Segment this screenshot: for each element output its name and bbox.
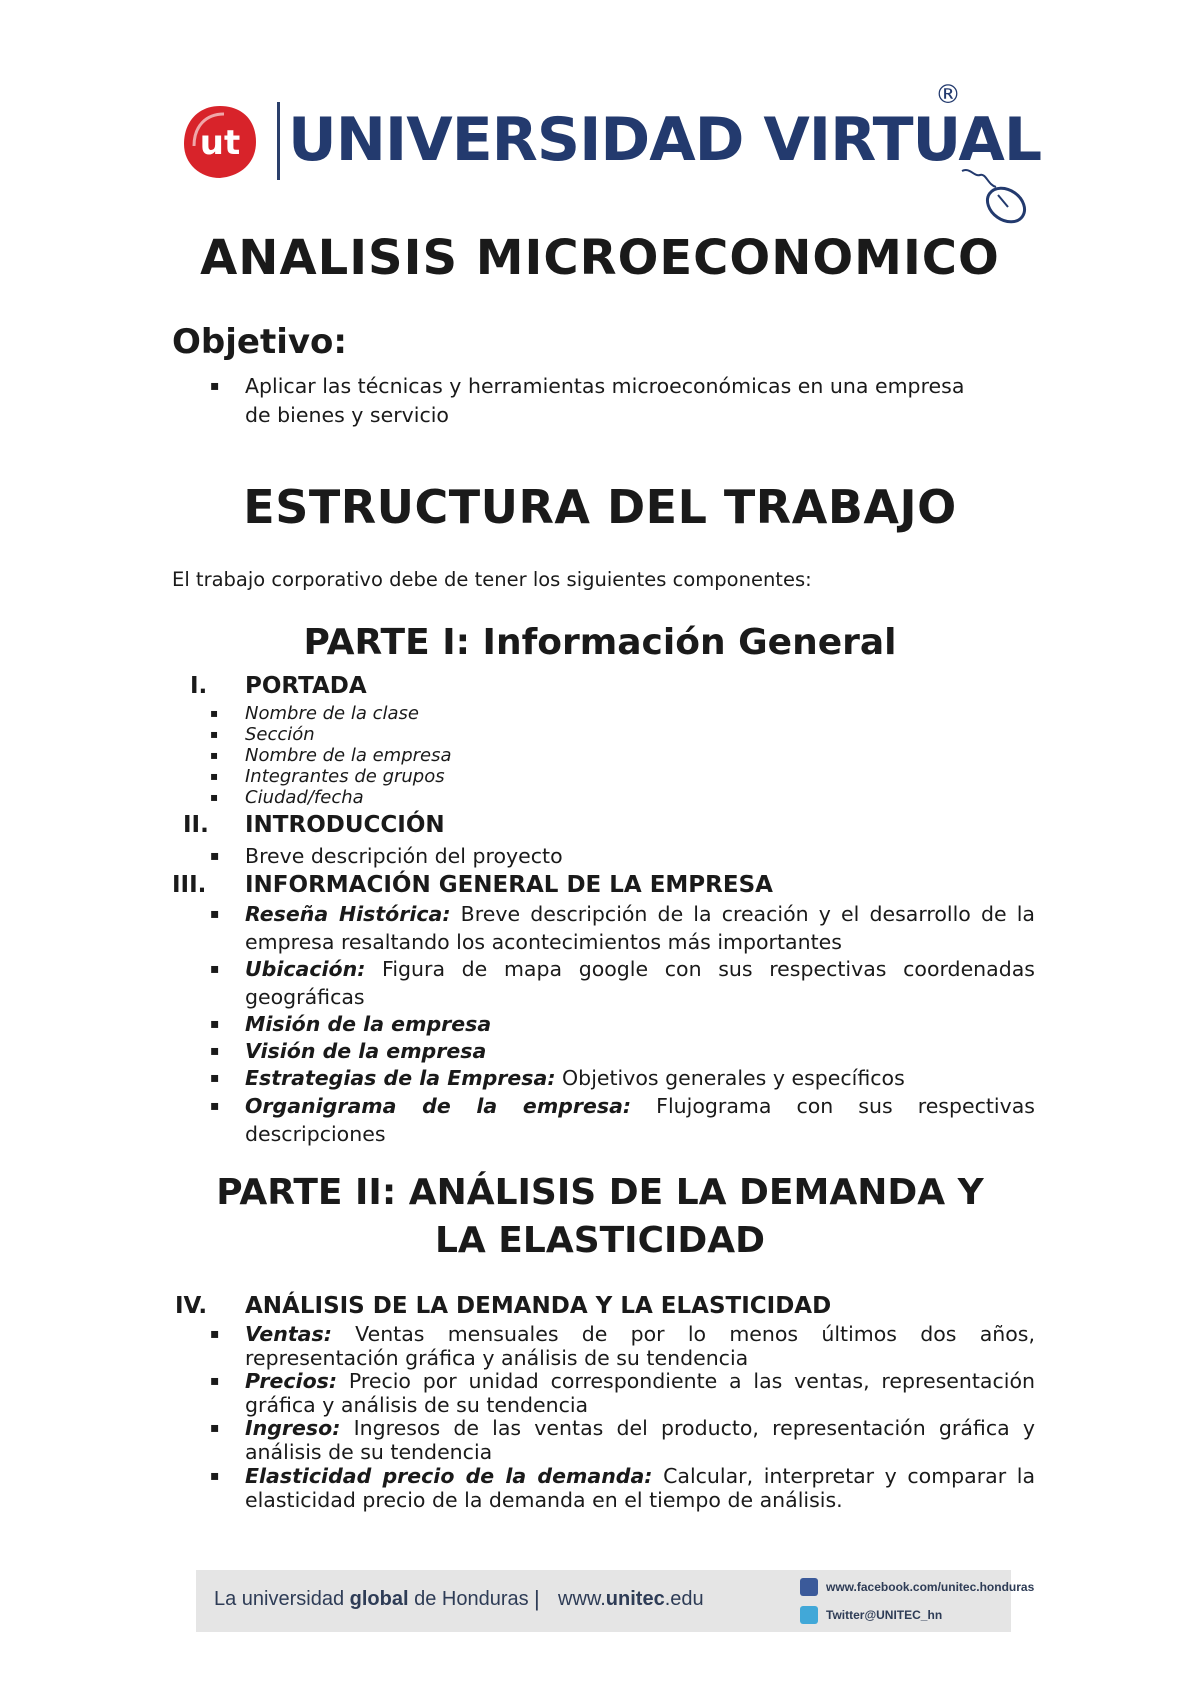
footer-website-link[interactable]: www.unitec.edu: [558, 1588, 704, 1610]
square-bullet-icon: ▪: [210, 848, 220, 864]
list-item: ▪ Ingreso: Ingresos de las ventas del producto, representación gráfica y análisis de su tendencia: [210, 1416, 1035, 1464]
part2-heading-line2: LA ELASTICIDAD: [434, 1220, 766, 1261]
square-bullet-icon: ▪: [210, 1468, 220, 1484]
square-bullet-icon: ▪: [210, 378, 220, 394]
square-bullet-icon: ▪: [210, 1326, 220, 1342]
footer-twitter-link[interactable]: Twitter@UNITEC_hn: [826, 1608, 943, 1622]
square-bullet-icon: ▪: [210, 790, 219, 804]
section-number: IV.: [175, 1293, 208, 1319]
square-bullet-icon: ▪: [210, 1070, 220, 1086]
section-title-portada: PORTADA: [245, 673, 367, 699]
list-item: ▪ Ventas: Ventas mensuales de por lo menos últimos dos años, representación gráfica y análisis de su tendencia: [210, 1322, 1035, 1370]
square-bullet-icon: ▪: [210, 1098, 220, 1114]
registered-mark: ®: [935, 80, 961, 110]
square-bullet-icon: ▪: [210, 1016, 220, 1032]
ut-badge-icon: [180, 102, 260, 182]
list-item: ▪ Reseña Histórica: Breve descripción de la creación y el desarrollo de la empresa resaltando los acontecimientos más importantes: [210, 902, 1035, 954]
list-item: ▪ Ubicación: Figura de mapa google con sus respectivas coordenadas geográficas: [210, 957, 1035, 1009]
section-number: II.: [183, 812, 209, 838]
footer-separator: |: [534, 1586, 540, 1611]
square-bullet-icon: ▪: [210, 727, 219, 741]
mouse-icon: [960, 165, 1030, 230]
objective-line-1: Aplicar las técnicas y herramientas microeconómicas en una empresa: [245, 374, 965, 398]
list-item: ▪ Visión de la empresa: [210, 1039, 487, 1063]
facebook-icon: [800, 1578, 818, 1596]
part1-heading: PARTE I: Información General: [303, 622, 897, 663]
logo-badge-text: ut: [199, 123, 241, 163]
logo-text: UNIVERSIDAD VIRTUAL: [288, 105, 1042, 175]
square-bullet-icon: ▪: [210, 1373, 220, 1389]
logo-divider: [277, 102, 280, 180]
document-title: ANALISIS MICROECONOMICO: [200, 230, 1000, 286]
square-bullet-icon: ▪: [210, 769, 219, 783]
square-bullet-icon: ▪: [210, 906, 220, 922]
section-number: III.: [172, 872, 207, 898]
square-bullet-icon: ▪: [210, 1420, 220, 1436]
footer-tagline: La universidad global de Honduras: [214, 1588, 529, 1610]
objective-line-2: de bienes y servicio: [245, 403, 449, 427]
section-title-demanda: ANÁLISIS DE LA DEMANDA Y LA ELASTICIDAD: [245, 1293, 832, 1319]
part2-heading-line1: PARTE II: ANÁLISIS DE LA DEMANDA Y: [216, 1172, 984, 1213]
list-item: ▪ Misión de la empresa: [210, 1012, 492, 1036]
twitter-icon: [800, 1606, 818, 1624]
square-bullet-icon: ▪: [210, 748, 219, 762]
structure-intro: El trabajo corporativo debe de tener los siguientes componentes:: [172, 568, 812, 591]
list-item: ▪ Elasticidad precio de la demanda: Calcular, interpretar y comparar la elasticidad precio de la demanda en el tiempo de análisis.: [210, 1464, 1036, 1512]
footer-facebook-link[interactable]: www.facebook.com/unitec.honduras: [826, 1580, 1035, 1594]
section-title-informacion-general: INFORMACIÓN GENERAL DE LA EMPRESA: [245, 872, 773, 898]
objective-heading: Objetivo:: [172, 322, 347, 362]
square-bullet-icon: ▪: [210, 706, 219, 720]
structure-heading: ESTRUCTURA DEL TRABAJO: [243, 480, 957, 534]
list-item: ▪ Organigrama de la empresa: Flujograma con sus respectivas descripciones: [210, 1094, 1035, 1146]
footer-banner: [196, 1570, 1035, 1632]
square-bullet-icon: ▪: [210, 961, 220, 977]
university-logo: [180, 80, 1042, 230]
section-number: I.: [190, 673, 208, 699]
list-item: ▪ Precios: Precio por unidad correspondiente a las ventas, representación gráfica y análisis de su tendencia: [210, 1369, 1035, 1417]
list-item: ▪ Estrategias de la Empresa: Objetivos generales y específicos: [210, 1066, 905, 1090]
section-title-introduccion: INTRODUCCIÓN: [245, 812, 445, 838]
square-bullet-icon: ▪: [210, 1043, 220, 1059]
